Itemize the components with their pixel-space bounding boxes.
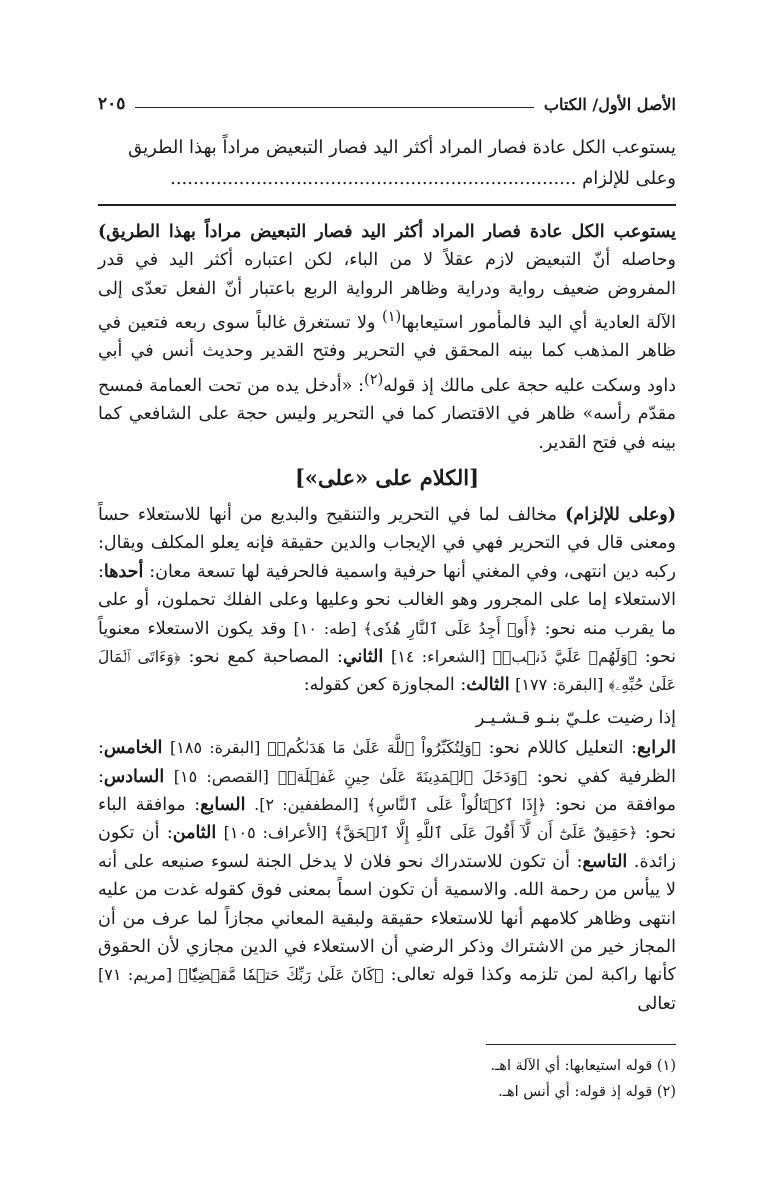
sharh-text-a: وحاصله أنّ التبعيض لازم عقلاً لا من الباء، لكن اعتباره أكثر اليد في قدر المفروض ضعيف رواية ودراية وظاهر الرواية الربع باعتبار أنّ الفعل تعدّى إلى الآلة العادية أي اليد فالمأمور استيعابها (98, 250, 676, 334)
body-text-10: : أن تكون زائدة. (98, 823, 677, 872)
quran-verse-8: ﴿كَانَ عَلَىٰ رَبِّكَ حَتۡمٗا مَّقۡضِيّٗا﴾ (178, 966, 384, 985)
sharh-text-c: : «أدخل يده من تحت العمامة فمسح مقدّم رأسه» ظاهر في الاقتصار كما في التحرير وليس حجة على الشافعي كما بينه في فتح القدير. (98, 375, 676, 453)
quran-ref-6: [المطففين: ٢]. (254, 794, 367, 814)
footnote-ref-1[interactable]: (١) (382, 308, 402, 326)
footnote-rule (486, 1044, 676, 1045)
header-rule (135, 107, 533, 108)
section-title: [الكلام على «على»] (294, 464, 480, 490)
body-text-4: : المصاحبة كمع نحو: (180, 646, 343, 667)
quran-verse-5: ﴿وَدَخَلَ ٱلۡمَدِينَةَ عَلَىٰ حِينِ غَفۡلَةٖ﴾ (277, 767, 528, 786)
sharh-paragraph (98, 218, 676, 457)
body-text-7: : الظرفية كفي نحو: (98, 738, 676, 787)
matn-line-1: يستوعب الكل عادة فصار المراد أكثر اليد فصار التبعيض مراداً بهذا الطريق (128, 137, 676, 158)
quran-ref-2: [الشعراء: ١٤] (391, 646, 493, 666)
header-title: الأصل الأول/ الكتاب (543, 95, 676, 114)
body-text-6: : التعليل كاللام نحو: (481, 738, 638, 759)
meaning-6-label: السادس (103, 766, 165, 787)
matn-text (98, 132, 676, 194)
body-text-1: مخالف لما في التحرير والتنقيح والبديع من أنها للاستعلاء حساً ومعنى قال في التحرير فهي في الإيجاب والدين حقيقة فإنه يعلو المكلف ويقال: ركبه دين انتهى، وفي المغني أنها حرفية واسمية فالحرفية لها تسعة معان: (98, 504, 676, 582)
sharh-quote: يستوعب الكل عادة فصار المراد أكثر اليد فصار التبعيض مراداً بهذا الطريق) (98, 222, 676, 242)
quran-ref-5: [القصص: ١٥] (173, 766, 278, 786)
matn-line-2-text: وعلى للإلزام (582, 168, 676, 189)
quran-verse-1: ﴿أَوۡ أَجِدُ عَلَى ٱلنَّارِ هُدٗى﴾ (363, 619, 538, 638)
body-paragraph (98, 501, 676, 700)
matn-line-2 (98, 163, 676, 194)
footnote-2: (٢) قوله إذ قوله: أي أنس اهـ. (498, 1084, 676, 1101)
page-number: ٢٠٥ (98, 94, 126, 114)
footnote-1: (١) قوله استيعابها: أي الآلة اهـ. (490, 1058, 676, 1075)
quran-verse-3: ﴿وَءَاتَى ٱلۡمَالَ عَلَىٰ حُبِّهِۦ﴾ (98, 647, 676, 695)
body-text-9: : موافقة الباء نحو: (98, 794, 676, 844)
meaning-5-label: الخامس (103, 738, 163, 759)
poetry-verse: إذا رضيت علـيّ بنـو قـشـيـر (475, 707, 676, 728)
meaning-1-label: أحدها (103, 561, 144, 582)
body-text-2: : الاستعلاء إما على المجرور وهو الغالب نحو وعليها وعلى الفلك تحملون، أو على ما يقرب منه نحو: (98, 561, 677, 639)
quran-verse-4: ﴿وَلِتُكَبِّرُواْ ٱللَّهَ عَلَىٰ مَا هَدَىٰكُمۡ﴾ (267, 739, 482, 758)
quran-verse-7: ﴿حَقِيقٌ عَلَىٰٓ أَن لَّآ أَقُولَ عَلَى ٱللَّهِ إِلَّا ٱلۡحَقَّ﴾ (334, 824, 638, 843)
body-text-11: : أن تكون للاستدراك نحو فلان لا يدخل الجنة لسوء صنيعه على أنه لا ييأس من رحمة الله. والاسمية أن تكون اسماً بمعنى فوق كقوله غدت من عليه انتهى وظاهر كلامهم أنها للاستعلاء حقيقة ولبقية المعاني مجازاً لما عرف من أن المجاز خير من الاشتراك وذكر الرضي أن الاستعلاء في الدين مجازي لأن الحقوق كأنها راكبة لمن تلزمه وكذا قوله تعالى: (98, 851, 676, 986)
meaning-7-label: السابع (200, 794, 246, 815)
body-text-5: : المجاوزة كعن كقوله: (303, 675, 467, 696)
body-text-12: تعالى (637, 993, 676, 1014)
quran-ref-4: [البقرة: ١٨٥] (170, 738, 268, 758)
sharh-text-b: ولا تستغرق غالباً سوى ربعه فتعين في ظاهر المذهب كما بينه المحقق في التحرير وفتح القدير وحديث أنس في أبي داود وسكت عليه حجة على مالك إذ قوله (98, 313, 676, 396)
quran-ref-3: [البقرة: ١٧٧] (515, 675, 609, 695)
quran-verse-2: ﴿وَلَهُمۡ عَلَيَّ ذَنۢبٞ﴾ (492, 647, 638, 666)
body-text-8: : موافقة من نحو: (98, 766, 676, 815)
footnote-ref-2[interactable]: (٢) (364, 370, 384, 388)
body-lead: (وعلى للإلزام) (565, 504, 676, 525)
book-page (98, 88, 676, 1105)
quran-ref-7: [الأعراف: ١٠٥] (223, 823, 335, 843)
meaning-4-label: الرابع (637, 738, 676, 759)
matn-dots: ....................................................................... (170, 168, 577, 189)
meaning-8-label: الثامن (172, 823, 217, 844)
meaning-2-label: الثاني (342, 646, 384, 667)
meaning-9-label: التاسع (582, 851, 628, 872)
quran-verse-6: ﴿إِذَا ٱكۡتَالُواْ عَلَى ٱلنَّاسِ﴾ (366, 795, 547, 814)
meaning-3-label: الثالث (466, 675, 510, 696)
quran-ref-8: [مريم: ٧١] (98, 965, 179, 985)
body-paragraph-2 (98, 734, 676, 1018)
body-text-3: وقد يكون الاستعلاء معنوياً نحو: (98, 618, 676, 667)
matn-separator (98, 204, 676, 206)
running-header (98, 88, 676, 114)
quran-ref-1: [طه: ١٠] (293, 618, 364, 638)
